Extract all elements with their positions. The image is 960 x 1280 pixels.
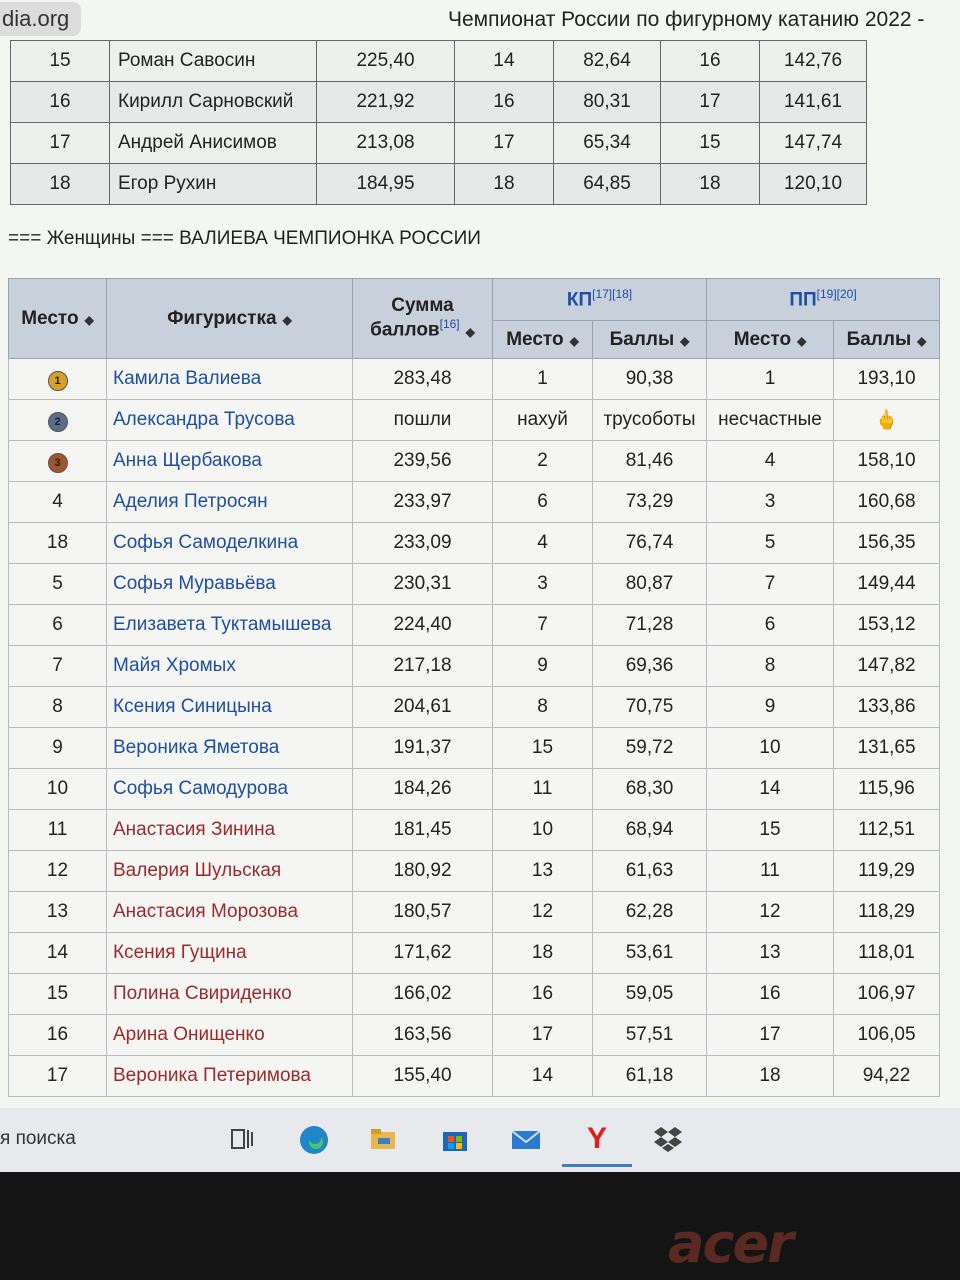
table-row [9,892,940,933]
table-cell: 184,95 [317,164,455,205]
table-cell: 283,48 [353,359,493,400]
table-cell: 17 [493,1015,593,1056]
table-row [9,523,940,564]
place-cell: 8 [9,687,107,728]
table-cell: 193,10 [834,359,940,400]
table-cell: 15 [707,810,834,851]
table-cell: 14 [707,769,834,810]
skater-link[interactable]: Валерия Шульская [107,851,353,892]
table-cell: 3 [707,482,834,523]
url-text: dia.org [2,6,70,31]
table-row [9,851,940,892]
table-cell: 76,74 [593,523,707,564]
table-cell: 239,56 [353,441,493,482]
skater-link[interactable]: Елизавета Туктамышева [107,605,353,646]
place-cell: 13 [9,892,107,933]
table-cell: 11 [493,769,593,810]
table-cell: 2 [493,441,593,482]
sp-reference-link[interactable]: [17][18] [592,287,633,302]
table-cell: 120,10 [760,164,867,205]
table-cell: 62,28 [593,892,707,933]
place-cell [9,400,107,441]
place-cell: 10 [9,769,107,810]
table-cell: 204,61 [353,687,493,728]
table-cell: 3 [493,564,593,605]
place-cell: 11 [9,810,107,851]
table-cell: 4 [493,523,593,564]
col-header-place[interactable]: Место ◆ [9,279,107,359]
table-cell: 6 [707,605,834,646]
store-icon[interactable] [440,1124,470,1154]
table-cell: 119,29 [834,851,940,892]
col-header-short-program: КП[17][18] [493,279,707,321]
table-cell: 9 [707,687,834,728]
sort-icon[interactable]: ◆ [84,312,94,327]
place-cell: 5 [9,564,107,605]
table-cell: 191,37 [353,728,493,769]
sort-icon[interactable]: ◆ [569,333,579,348]
place-cell: 14 [9,933,107,974]
place-cell: 9 [9,728,107,769]
table-cell: 181,45 [353,810,493,851]
skater-link[interactable]: Ксения Синицына [107,687,353,728]
table-cell: 16 [661,41,760,82]
place-cell: 15 [9,974,107,1015]
mail-icon[interactable] [510,1124,540,1154]
skater-link[interactable]: Вероника Петеримова [107,1056,353,1097]
col-header-sp-place[interactable]: Место ◆ [493,321,593,359]
address-bar[interactable] [0,2,81,36]
place-cell: 16 [9,1015,107,1056]
table-cell: 118,01 [834,933,940,974]
table-cell: 141,61 [760,82,867,123]
table-cell: несчастные [707,400,834,441]
table-cell: 12 [493,892,593,933]
silver-medal-icon: 2 [48,412,68,432]
table-cell: 69,36 [593,646,707,687]
table-cell: 10 [493,810,593,851]
col-header-sp-points[interactable]: Баллы ◆ [593,321,707,359]
col-header-free-skate: ПП[19][20] [707,279,940,321]
table-cell: 180,57 [353,892,493,933]
sort-icon[interactable]: ◆ [797,333,807,348]
table-cell: 5 [707,523,834,564]
skater-link[interactable]: Софья Муравьёва [107,564,353,605]
table-cell: 15 [661,123,760,164]
table-cell: 80,87 [593,564,707,605]
table-cell: 13 [493,851,593,892]
table-row [9,687,940,728]
table-cell: 133,86 [834,687,940,728]
table-cell: 112,51 [834,810,940,851]
place-cell: 18 [9,523,107,564]
skater-link[interactable]: Анастасия Зинина [107,810,353,851]
table-cell: 217,18 [353,646,493,687]
table-row [9,482,940,523]
table-row [9,359,940,400]
table-cell: 18 [455,164,554,205]
skater-link[interactable]: Аделия Петросян [107,482,353,523]
table-cell: 8 [707,646,834,687]
place-cell [9,441,107,482]
table-cell: 163,56 [353,1015,493,1056]
table-cell: 18 [493,933,593,974]
table-cell: 14 [493,1056,593,1097]
table-cell: 16 [455,82,554,123]
table-row [9,933,940,974]
table-cell: 73,29 [593,482,707,523]
sort-icon[interactable]: ◆ [465,324,475,339]
skater-link[interactable]: Майя Хромых [107,646,353,687]
table-cell: 18 [661,164,760,205]
table-cell: 115,96 [834,769,940,810]
table-cell: 106,05 [834,1015,940,1056]
table-row [9,728,940,769]
yandex-browser-icon[interactable]: Y [586,1122,607,1155]
table-cell: 14 [455,41,554,82]
table-cell: 180,92 [353,851,493,892]
table-cell: 18 [11,164,110,205]
skater-link[interactable]: Софья Самодурова [107,769,353,810]
table-row [9,646,940,687]
table-cell: 17 [455,123,554,164]
place-cell: 6 [9,605,107,646]
table-cell: 149,44 [834,564,940,605]
table-cell: 225,40 [317,41,455,82]
table-cell: 213,08 [317,123,455,164]
table-cell: 156,35 [834,523,940,564]
table-cell: 147,82 [834,646,940,687]
table-cell: 1 [707,359,834,400]
table-cell: 7 [707,564,834,605]
table-cell: 166,02 [353,974,493,1015]
women-results-table [8,278,940,1097]
table-row [9,769,940,810]
table-cell: 61,18 [593,1056,707,1097]
page-title: Чемпионат России по фигурному катанию 2022 - [448,8,925,31]
table-cell: 16 [11,82,110,123]
table-row [11,82,867,123]
table-cell: 155,40 [353,1056,493,1097]
bronze-medal-icon: 3 [48,453,68,473]
table-cell: 61,63 [593,851,707,892]
table-cell: 233,97 [353,482,493,523]
table-row [11,123,867,164]
taskbar [0,1108,960,1172]
table-cell: 64,85 [554,164,661,205]
table-cell: 90,38 [593,359,707,400]
active-app-indicator [562,1164,632,1167]
table-cell: 81,46 [593,441,707,482]
table-cell: 17 [661,82,760,123]
women-section-heading: === Женщины === ВАЛИЕВА ЧЕМПИОНКА РОССИИ [8,228,481,249]
table-cell: 18 [707,1056,834,1097]
table-cell: 94,22 [834,1056,940,1097]
place-cell: 17 [9,1056,107,1097]
edge-icon[interactable] [298,1124,328,1154]
table-row [9,810,940,851]
table-cell: 221,92 [317,82,455,123]
table-cell: 16 [493,974,593,1015]
table-row [9,974,940,1015]
table-cell: 68,30 [593,769,707,810]
sort-icon[interactable]: ◆ [282,312,292,327]
table-cell: 171,62 [353,933,493,974]
table-cell: 59,72 [593,728,707,769]
table-cell: 11 [707,851,834,892]
table-row [11,164,867,205]
table-cell: 1 [493,359,593,400]
skater-link[interactable]: Александра Трусова [107,400,353,441]
table-cell: 158,10 [834,441,940,482]
table-cell: 15 [493,728,593,769]
table-cell: 15 [11,41,110,82]
table-row [9,400,940,441]
men-table-body [11,41,867,205]
dropbox-icon[interactable] [652,1124,682,1154]
table-cell: пошли [353,400,493,441]
place-cell [9,359,107,400]
table-cell: 16 [707,974,834,1015]
table-cell: 106,97 [834,974,940,1015]
table-cell: 160,68 [834,482,940,523]
table-row [9,1015,940,1056]
table-cell: 118,29 [834,892,940,933]
skater-link[interactable]: Камила Валиева [107,359,353,400]
table-cell: 13 [707,933,834,974]
table-cell: 65,34 [554,123,661,164]
table-cell: 131,65 [834,728,940,769]
table-cell: 142,76 [760,41,867,82]
women-table-body [9,359,940,1097]
skater-link[interactable]: Вероника Яметова [107,728,353,769]
table-cell: 17 [11,123,110,164]
table-cell: 57,51 [593,1015,707,1056]
table-cell: 153,12 [834,605,940,646]
table-cell: нахуй [493,400,593,441]
place-cell: 4 [9,482,107,523]
table-cell: 230,31 [353,564,493,605]
table-row [9,605,940,646]
place-cell: 12 [9,851,107,892]
sort-icon[interactable]: ◆ [680,333,690,348]
table-cell: 9 [493,646,593,687]
table-row [9,564,940,605]
table-cell: 53,61 [593,933,707,974]
table-cell: 10 [707,728,834,769]
sort-icon[interactable]: ◆ [917,333,927,348]
skater-link[interactable]: Софья Самоделкина [107,523,353,564]
table-cell: 184,26 [353,769,493,810]
table-cell: 80,31 [554,82,661,123]
laptop-bezel [0,1172,960,1280]
col-header-fs-place[interactable]: Место ◆ [707,321,834,359]
table-cell: 70,75 [593,687,707,728]
men-results-table [10,40,867,205]
table-cell: 🖕 [834,400,940,441]
col-header-total[interactable]: Сумма баллов[16]◆ [353,279,493,359]
total-reference-link[interactable]: [16] [439,317,460,332]
skater-link[interactable]: Ксения Гущина [107,933,353,974]
skater-link[interactable]: Анна Щербакова [107,441,353,482]
table-cell: 12 [707,892,834,933]
table-cell: 224,40 [353,605,493,646]
table-row [9,1056,940,1097]
taskbar-search[interactable]: я поиска [0,1128,76,1149]
skater-link[interactable]: Арина Онищенко [107,1015,353,1056]
place-cell: 7 [9,646,107,687]
skater-name: Роман Савосин [110,41,317,82]
table-cell: 82,64 [554,41,661,82]
table-cell: 6 [493,482,593,523]
skater-name: Андрей Анисимов [110,123,317,164]
skater-name: Кирилл Сарновский [110,82,317,123]
table-cell: 8 [493,687,593,728]
skater-link[interactable]: Анастасия Морозова [107,892,353,933]
table-cell: 68,94 [593,810,707,851]
table-cell: 7 [493,605,593,646]
table-row [9,441,940,482]
col-header-fs-points[interactable]: Баллы ◆ [834,321,940,359]
table-row [11,41,867,82]
table-cell: 71,28 [593,605,707,646]
gold-medal-icon: 1 [48,371,68,391]
file-explorer-icon[interactable] [368,1124,398,1154]
table-cell: 17 [707,1015,834,1056]
col-header-skater[interactable]: Фигуристка ◆ [107,279,353,359]
task-view-icon[interactable] [228,1124,258,1154]
skater-name: Егор Рухин [110,164,317,205]
table-cell: 59,05 [593,974,707,1015]
table-cell: 147,74 [760,123,867,164]
laptop-brand-logo: acer [668,1212,792,1275]
table-cell: трусоботы [593,400,707,441]
skater-link[interactable]: Полина Свириденко [107,974,353,1015]
table-cell: 4 [707,441,834,482]
table-cell: 233,09 [353,523,493,564]
fs-reference-link[interactable]: [19][20] [816,287,857,302]
